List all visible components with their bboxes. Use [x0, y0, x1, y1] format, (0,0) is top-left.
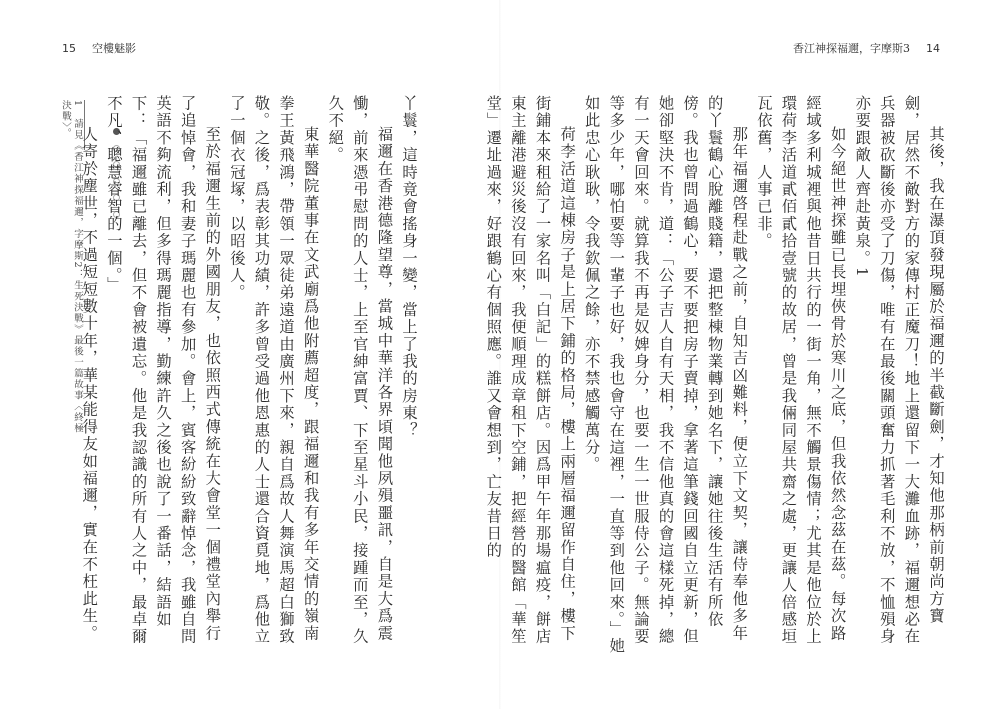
paragraph: 福邇在香港德隆望尊，當城中華洋各界頃聞他夙殞噩訊，自是大爲震慟，前來憑弔慰問的人士，上至官紳富賈、下至星斗小民，接踵而至，久久不絕。	[326, 95, 394, 646]
right-page-number: 14	[926, 42, 940, 55]
right-page	[484, 0, 1000, 709]
footnote: 1 請見《香江神探福邇，字摩斯2：生死決戰》最後一篇故事〈終極決戰〉。	[60, 100, 83, 435]
paragraph: 東華醫院董事在文武廟爲他附薦超度，跟福邇和我有多年交情的嶺南拳王黃飛鴻，帶領一眾徒弟遠道由廣州下來，親自爲故人舞演馬超白獅致敬。之後，爲表彰其功績，許多曾受過他恩惠的人士還合資覓地，爲他立了一個衣冠塚，以昭後人。	[227, 95, 320, 646]
left-body-text	[80, 95, 421, 655]
left-running-title: 空樓魅影	[92, 42, 136, 55]
paragraph: 荷李活道這棟房子是上居下鋪的格局，樓上兩層福邇留作自住，樓下街鋪本來租給了一家名叫「白記」的糕餅店。因爲甲午年那場瘟疫，餅店東主離港避災後沒有回來，我便順理成章租下空鋪，把經營的醫館「華笙堂」遷址過來，好跟鶴心有個照應。誰又會想到，亡友昔日的	[484, 95, 577, 646]
paragraph: 其後，我在瀑頂發現屬於福邇的半截斷劍，才知他那柄前朝尚方寶劍，居然不敵對方的家傳村正魔刀！地上還留下一大灘血跡，福邇想必在兵器被砍斷後亦受了刀傷，唯有在最後關頭奮力抓著毛利不放，不恤殞身亦要跟敵人齊赴黃泉。1	[853, 95, 945, 646]
paragraph: 丫鬟，這時竟會搖身一變，當上了我的房東？	[400, 95, 418, 439]
right-running-head	[793, 40, 940, 56]
right-body-text	[484, 95, 948, 655]
paragraph: 人寄於塵世，不過短短數十年，華某能得友如福邇，實在不枉此生。	[80, 125, 99, 642]
left-page-number: 15	[62, 42, 76, 55]
paragraph: 那年福邇啓程赴戰之前，自知吉凶難料，便立下文契，讓侍奉他多年的丫鬟鶴心脫離賤籍，還把整棟物業轉到她名下，讓她往後生活有所依傍。我也曾問過鶴心，要不要把房子賣掉，拿著這筆錢回國自立更新，但她卻堅決不肯，道：「公子吉人自有天相，我不信他真的會這樣死掉，總有一天會回來。就算我不再是奴婢身分，也要一生一世服侍公子。無論要等多少年，哪怕要等一輩子也好，我也會守在這裡，一直等到他回來。」她如此忠心耿耿，令我欽佩之餘，亦不禁感觸萬分。	[582, 95, 749, 655]
paragraph: 如今絕世神探雖已長埋俠骨於寒川之底，但我依然念茲在茲。每次路經域多利城裡與他昔日共行的一街一角，無不觸景傷情；尤其是他位於上環荷李活道貳佰貳拾壹號的故居，曾是我倆同屋共齋之處，更讓人倍感垣瓦依舊，人事已非。	[754, 95, 847, 646]
paragraph: 至於福邇生前的外國朋友，也依照西式傳統在大會堂一個禮堂內舉行了追悼會，我和妻子瑪麗也有參加。會上，賓客紛紛致辭悼念，我雖自問英語不夠流利，但多得瑪麗指導，勤練許久之後也說了一番話，結語如下：「福邇雖已離去，但不會被遺忘。他是我認識的所有人之中，最卓爾不凡、聰慧睿智的一個。」	[104, 95, 222, 646]
left-running-head	[62, 40, 136, 56]
right-running-title: 香江神探福邇，字摩斯3	[793, 42, 910, 55]
